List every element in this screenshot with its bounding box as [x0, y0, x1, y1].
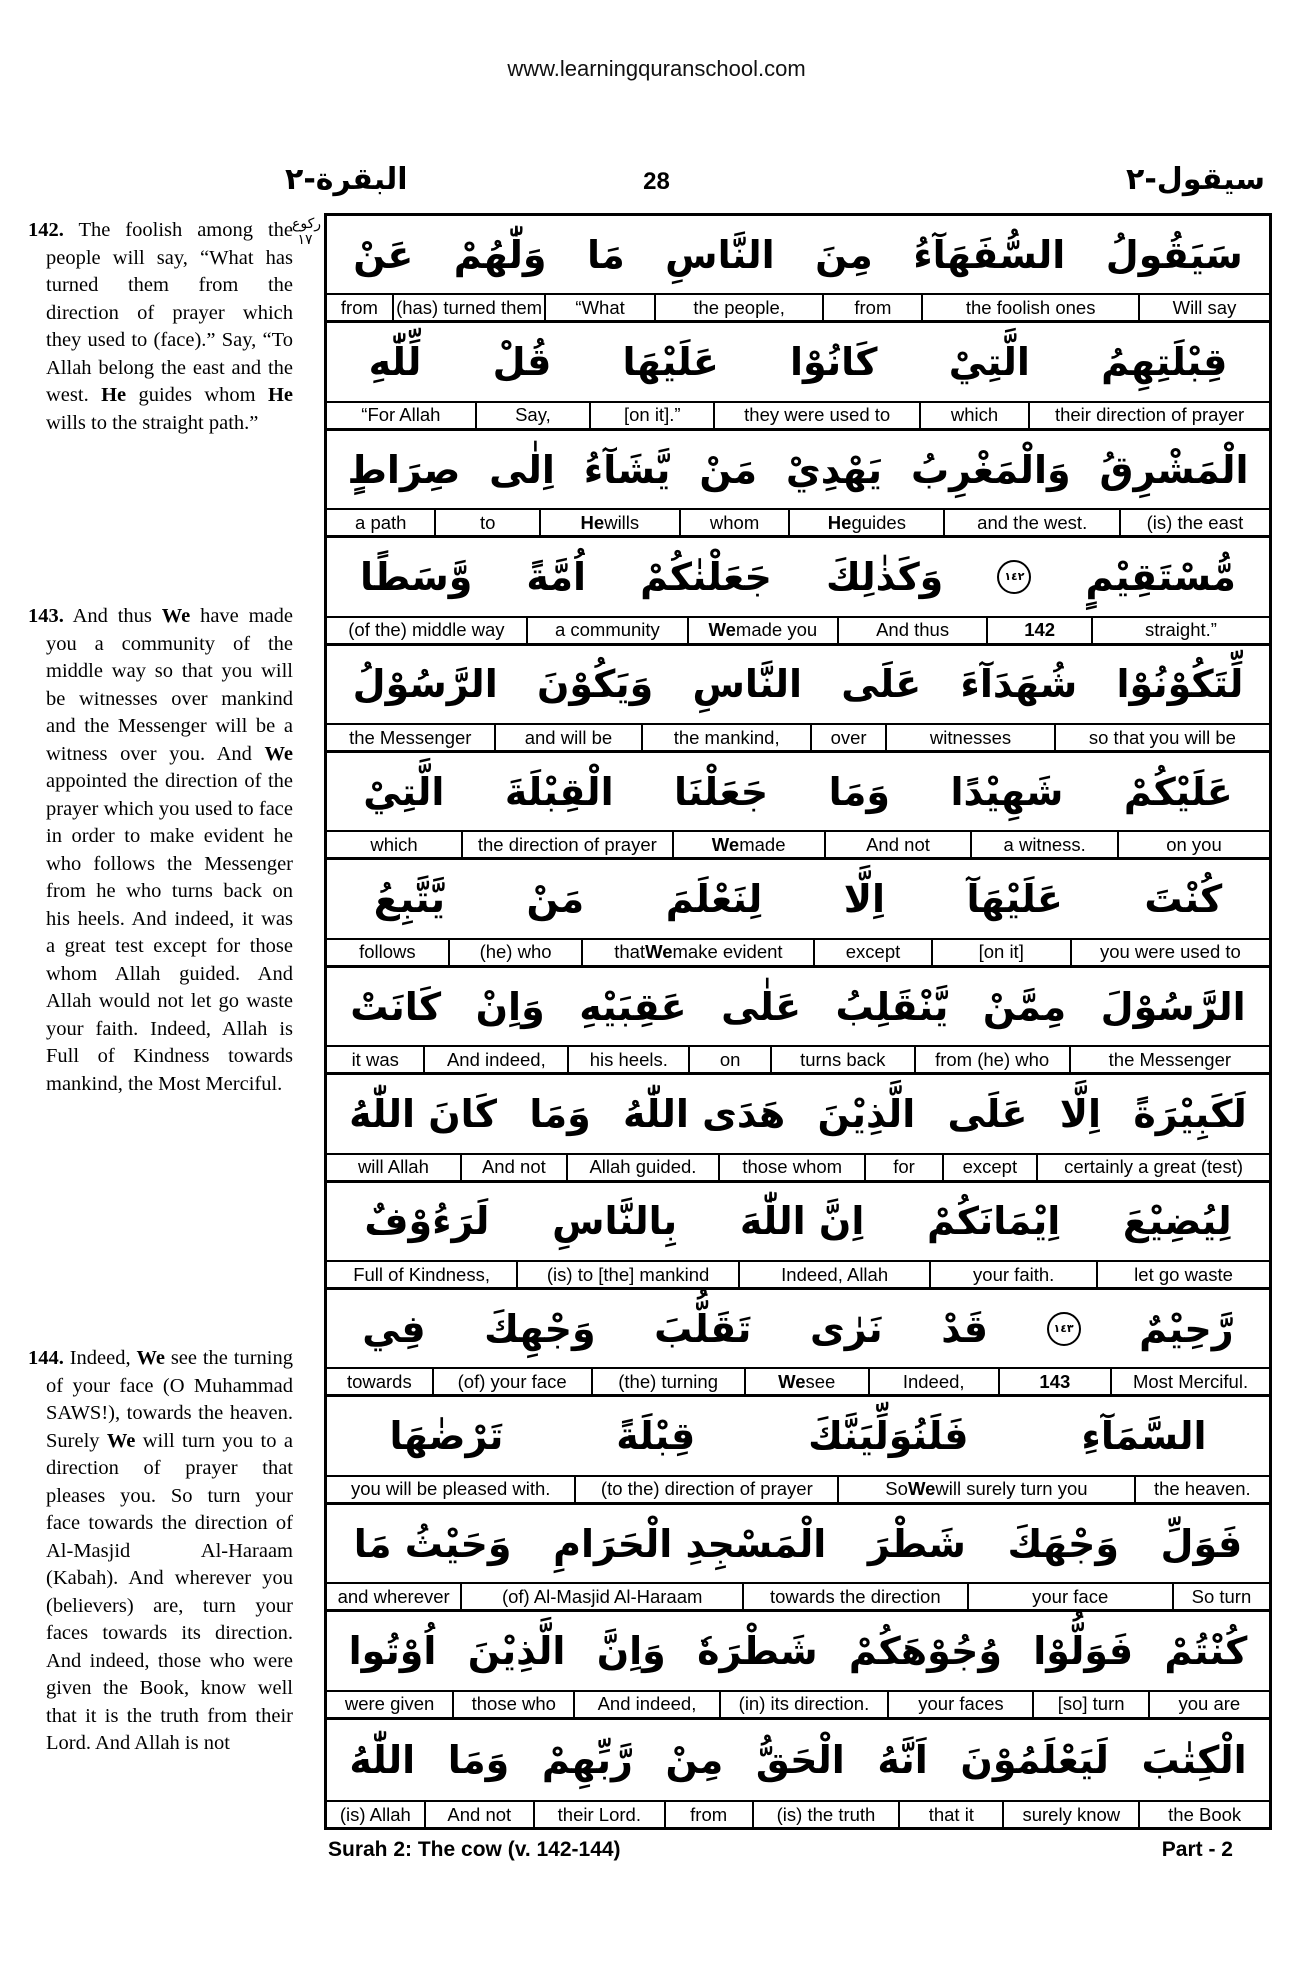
- translation-cell: for: [864, 1155, 941, 1180]
- english-row: [327, 295, 1269, 323]
- arabic-row: [327, 968, 1269, 1047]
- translation-cell: from: [664, 1802, 752, 1827]
- translation-cell: Indeed, Allah: [738, 1262, 929, 1287]
- arabic-word: عَلَى: [841, 662, 922, 707]
- arabic-row: [327, 1505, 1269, 1584]
- surah-name-header: البقرة-٢: [285, 162, 408, 197]
- arabic-word: الْمَسْجِدِ الْحَرَامِ: [553, 1521, 827, 1566]
- translation-cell: those who: [452, 1692, 573, 1717]
- translation-cell: were given: [344, 1693, 435, 1715]
- ruku-marker-icon: ركوع ١٧: [292, 216, 322, 248]
- verse-line: [327, 1720, 1269, 1827]
- arabic-word: شَطْرَهٗ: [697, 1628, 818, 1673]
- translation-cell: a path: [355, 511, 407, 533]
- arabic-word: اِلَّا: [1059, 1091, 1102, 1136]
- translation-cell: to: [434, 510, 538, 535]
- translation-cell: And not: [460, 1155, 566, 1180]
- arabic-word: مِمَّنْ: [982, 984, 1067, 1029]
- arabic-word: وَلّٰهُمْ: [453, 232, 547, 277]
- translation-cell: the foolish ones: [921, 295, 1138, 320]
- arabic-word: كُنْتُمْ: [1164, 1628, 1248, 1673]
- translation-cell: We made: [672, 832, 824, 857]
- translation-cell: (is) Allah: [339, 1803, 411, 1825]
- arabic-word: مِنْ: [665, 1737, 724, 1782]
- arabic-word: هَدَى اللّٰهُ: [623, 1091, 786, 1136]
- verse-number-cell: 142: [986, 618, 1090, 643]
- verse-line: [327, 1505, 1269, 1612]
- arabic-word: الرَّسُوْلُ: [352, 662, 498, 707]
- translation-cell: you will be pleased with.: [350, 1478, 551, 1500]
- verse-line: [327, 1397, 1269, 1504]
- translation-cell: his heels.: [567, 1047, 688, 1072]
- arabic-word: عَلَيْهَا: [622, 340, 719, 385]
- arabic-word: اِيْمَانَكُمْ: [927, 1199, 1061, 1244]
- arabic-word: يَّنْقَلِبُ: [835, 984, 949, 1029]
- translation-cell: We made you: [687, 618, 837, 643]
- translation-cell: and the west.: [943, 510, 1118, 535]
- arabic-word: لَكَبِيْرَةً: [1133, 1091, 1247, 1136]
- translation-cell: the heaven.: [1134, 1477, 1269, 1502]
- english-row: [327, 1477, 1269, 1505]
- arabic-row: [327, 1720, 1269, 1802]
- arabic-word: الَّتِيْ: [363, 769, 445, 814]
- translation-cell: towards: [346, 1370, 412, 1392]
- commentary-text: Indeed, We see the turning of your face (O Muhammad SAWS!), towards the heaven. Surely We will turn you to a direction of prayer that pleases you. So turn your face towards the direction of Al-Masjid Al-Haraam (Kabah). And wherever you (believers) are, turn your faces towards its direction. And indeed, those who were given the Book, know well that it is the truth from their Lord. And Allah is not: [46, 1347, 293, 1754]
- arabic-word: قِبْلَةً: [616, 1414, 696, 1459]
- translation-cell: (has) turned them: [392, 295, 544, 320]
- arabic-word: وَحَيْثُ مَا: [353, 1521, 512, 1566]
- translation-cell: the people,: [654, 295, 822, 320]
- english-row: [327, 940, 1269, 968]
- arabic-row: [327, 860, 1269, 939]
- translation-cell: the Messenger: [349, 726, 472, 748]
- arabic-word: مَا: [586, 232, 625, 277]
- footer-part: Part - 2: [1161, 1838, 1233, 1861]
- arabic-word: وَيَكُوْنَ: [536, 662, 654, 707]
- arabic-word: جَعَلْنٰكُمْ: [640, 554, 772, 599]
- arabic-word: وُجُوْهَكُمْ: [848, 1628, 1002, 1673]
- translation-cell: He wills: [539, 510, 679, 535]
- site-url[interactable]: www.learningquranschool.com: [507, 56, 806, 81]
- translation-cell: (he) who: [448, 940, 582, 965]
- arabic-word: عَلَيْهَآ: [966, 877, 1063, 922]
- english-row: [327, 1047, 1269, 1075]
- translation-cell: those whom: [718, 1155, 864, 1180]
- translation-cell: your faith.: [929, 1262, 1096, 1287]
- translation-cell: which: [919, 403, 1028, 428]
- translation-cell: from (he) who: [914, 1047, 1069, 1072]
- translation-cell: Allah guided.: [566, 1155, 718, 1180]
- translation-cell: [on it].”: [589, 403, 713, 428]
- arabic-row: [327, 753, 1269, 832]
- translation-cell: let go waste: [1096, 1262, 1269, 1287]
- arabic-word: شُهَدَآءَ: [960, 662, 1078, 707]
- arabic-word: وَجْهِكَ: [484, 1306, 596, 1351]
- arabic-row: [327, 646, 1269, 725]
- arabic-word: تَرْضٰهَا: [389, 1414, 504, 1459]
- arabic-word: اِلَّا: [843, 877, 886, 922]
- english-row: [327, 832, 1269, 860]
- verse-line: [327, 646, 1269, 753]
- translation-cell: from: [340, 296, 378, 318]
- verse-line: [327, 538, 1269, 645]
- arabic-row: [327, 1183, 1269, 1262]
- translation-cell: over: [810, 725, 885, 750]
- arabic-word: لَرَءُوْفٌ: [364, 1199, 490, 1244]
- word-by-word-table: [324, 213, 1272, 1830]
- verse-end-marker-icon: ١٤٣: [1047, 1312, 1081, 1346]
- arabic-word: رَّحِيْمٌ: [1139, 1306, 1234, 1351]
- translation-cell: a community: [526, 618, 687, 643]
- commentary-text: And thus We have made you a community of the middle way so that you will be witnesses over mankind and the Messenger will be a witness over you. And We appointed the direction of the prayer which you used to face in order to make evident he who follows the Messenger from he who turns back on his heels. And indeed, it was a great test except for those whom Allah guided. And Allah would not let go waste your faith. Indeed, Allah is Full of Kindness towards mankind, the Most Merciful.: [46, 605, 294, 1095]
- translation-cell: your face: [967, 1584, 1172, 1609]
- arabic-word: شَهِيْدًا: [950, 769, 1064, 814]
- arabic-word: اَنَّهُ: [877, 1737, 928, 1782]
- commentary-text: The foolish among the people will say, “What has turned them from the direction of prayer which they used to (face).” Say, “To Allah belong the east and the west. He guides whom He wills to the straight path.”: [46, 219, 293, 434]
- translation-cell: on you: [1117, 832, 1269, 857]
- arabic-word: الَّذِيْنَ: [467, 1628, 566, 1673]
- translation-cell: the mankind,: [641, 725, 810, 750]
- arabic-row: [327, 431, 1269, 510]
- arabic-word: وَاِنَّ: [596, 1628, 666, 1673]
- arabic-word: قَدْ: [941, 1306, 989, 1351]
- juz-name-header: سيقول-٢: [1126, 162, 1265, 197]
- translation-cell: except: [813, 940, 930, 965]
- verse-number-cell: 143: [998, 1369, 1110, 1394]
- translation-cell: your faces: [887, 1692, 1032, 1717]
- english-row: [327, 1802, 1269, 1827]
- translation-cell: the direction of prayer: [461, 832, 672, 857]
- translation-cell: Indeed,: [868, 1369, 998, 1394]
- translation-cell: it was: [351, 1048, 399, 1070]
- translation-cell: a witness.: [970, 832, 1117, 857]
- arabic-word: اِنَّ اللّٰهَ: [739, 1199, 865, 1244]
- arabic-word: فِي: [362, 1306, 426, 1351]
- arabic-row: [327, 1397, 1269, 1476]
- verse-line: [327, 323, 1269, 430]
- arabic-word: اللّٰهُ: [349, 1737, 416, 1782]
- translation-cell: you are: [1148, 1692, 1269, 1717]
- arabic-word: الَّذِيْنَ: [817, 1091, 916, 1136]
- footer-surah-info: Surah 2: The cow (v. 142-144): [328, 1838, 621, 1861]
- english-row: [327, 618, 1269, 646]
- arabic-word: عَلَيْكُمْ: [1123, 769, 1233, 814]
- verse-line: [327, 1183, 1269, 1290]
- translation-cell: “For Allah: [361, 404, 441, 426]
- translation-cell: “What: [544, 295, 654, 320]
- arabic-word: قِبْلَتِهِمُ: [1101, 340, 1228, 385]
- translation-cell: so that you will be: [1054, 725, 1269, 750]
- translation-cell: Full of Kindness,: [353, 1263, 490, 1285]
- arabic-word: وَمَا: [529, 1091, 591, 1136]
- translation-cell: you were used to: [1070, 940, 1269, 965]
- arabic-word: جَعَلْنَا: [674, 769, 769, 814]
- commentary-verse-143: [28, 603, 293, 1098]
- verse-line: [327, 216, 1269, 323]
- commentary-verse-144: [28, 1345, 293, 1758]
- arabic-word: عَنْ: [353, 232, 414, 277]
- arabic-word: سَيَقُولُ: [1105, 232, 1243, 277]
- arabic-word: فَلَنُوَلِّيَنَّكَ: [808, 1414, 969, 1459]
- translation-cell: And indeed,: [423, 1047, 567, 1072]
- translation-cell: towards the direction: [742, 1584, 966, 1609]
- translation-cell: that it: [898, 1802, 1002, 1827]
- translation-cell: (is) the east: [1119, 510, 1269, 535]
- translation-cell: their Lord.: [533, 1802, 664, 1827]
- translation-cell: (of) your face: [432, 1369, 591, 1394]
- arabic-word: السُّفَهَآءُ: [913, 232, 1066, 277]
- arabic-word: مَنْ: [526, 877, 585, 922]
- verse-line: [327, 968, 1269, 1075]
- arabic-word: لِنَعْلَمَ: [665, 877, 763, 922]
- english-row: [327, 1584, 1269, 1612]
- arabic-word: الْمَشْرِقُ: [1099, 447, 1249, 492]
- arabic-word: وَمَا: [447, 1737, 510, 1782]
- arabic-word: نَرٰى: [809, 1306, 883, 1351]
- translation-cell: from: [822, 295, 921, 320]
- arabic-word: عَقِبَيْهِ: [579, 984, 687, 1029]
- arabic-word: قُلْ: [492, 340, 552, 385]
- english-row: [327, 1369, 1269, 1397]
- translation-cell: surely know: [1002, 1802, 1138, 1827]
- arabic-word: كَانَ اللّٰهُ: [349, 1091, 498, 1136]
- translation-cell: And indeed,: [573, 1692, 718, 1717]
- arabic-word: يَّتَّبِعُ: [373, 877, 445, 922]
- arabic-word: وَجْهَكَ: [1007, 1521, 1119, 1566]
- arabic-word: النَّاسِ: [665, 232, 775, 277]
- translation-cell: whom: [679, 510, 788, 535]
- translation-cell: (in) its direction.: [719, 1692, 888, 1717]
- translation-cell: (the) turning: [591, 1369, 744, 1394]
- verse-line: [327, 1290, 1269, 1397]
- arabic-word: النَّاسِ: [692, 662, 802, 707]
- translation-cell: Most Merciful.: [1110, 1369, 1269, 1394]
- arabic-word: الْحَقُّ: [755, 1737, 845, 1782]
- translation-cell: will Allah: [357, 1156, 429, 1178]
- translation-cell: So turn: [1172, 1584, 1269, 1609]
- translation-cell: So We will surely turn you: [837, 1477, 1133, 1502]
- arabic-word: لِّتَكُوْنُوْا: [1116, 662, 1244, 707]
- arabic-word: شَطْرَ: [867, 1521, 966, 1566]
- arabic-row: [327, 1290, 1269, 1369]
- translation-cell: they were used to: [713, 403, 918, 428]
- translation-cell: He guides: [788, 510, 943, 535]
- arabic-word: الَّتِيْ: [948, 340, 1030, 385]
- arabic-word: الْقِبْلَةَ: [504, 769, 614, 814]
- arabic-word: يَّشَآءُ: [583, 447, 671, 492]
- arabic-row: [327, 1612, 1269, 1691]
- translation-cell: [on it]: [931, 940, 1070, 965]
- arabic-word: فَوَلِّ: [1160, 1521, 1243, 1566]
- translation-cell: on: [688, 1047, 770, 1072]
- arabic-word: الْكِتٰبَ: [1141, 1737, 1247, 1782]
- arabic-row: [327, 323, 1269, 402]
- verse-end-marker-icon: ١٤٢: [997, 560, 1031, 594]
- english-row: [327, 1692, 1269, 1720]
- arabic-word: صِرَاطٍ: [347, 447, 461, 492]
- translation-cell: the Book: [1138, 1802, 1269, 1827]
- arabic-word: وَّسَطًا: [360, 554, 473, 599]
- translation-cell: Say,: [475, 403, 589, 428]
- translation-cell: We see: [744, 1369, 868, 1394]
- translation-cell: [so] turn: [1032, 1692, 1147, 1717]
- translation-cell: and will be: [494, 725, 642, 750]
- english-row: [327, 403, 1269, 431]
- verse-number: 143.: [28, 605, 64, 627]
- arabic-word: اُوْتُوا: [348, 1628, 437, 1673]
- arabic-row: [327, 538, 1269, 617]
- arabic-row: [327, 216, 1269, 295]
- translation-cell: (is) to [the] mankind: [516, 1262, 738, 1287]
- translation-cell: turns back: [770, 1047, 914, 1072]
- translation-cell: Will say: [1138, 295, 1269, 320]
- arabic-word: الرَّسُوْلَ: [1100, 984, 1246, 1029]
- translation-cell: except: [942, 1155, 1037, 1180]
- arabic-word: كَانُوْا: [790, 340, 878, 385]
- english-row: [327, 510, 1269, 538]
- english-row: [327, 1155, 1269, 1183]
- verse-line: [327, 1612, 1269, 1719]
- translation-cell: follows: [359, 941, 416, 963]
- translation-cell: certainly a great (test): [1036, 1155, 1269, 1180]
- arabic-word: وَكَذٰلِكَ: [825, 554, 944, 599]
- page-number: 28: [643, 168, 670, 195]
- translation-cell: which: [370, 833, 418, 855]
- translation-cell: (of the) middle way: [348, 619, 505, 641]
- arabic-word: لِّلّٰهِ: [368, 340, 422, 385]
- arabic-word: اُمَّةً: [526, 554, 587, 599]
- verse-line: [327, 431, 1269, 538]
- arabic-word: مَنْ: [699, 447, 758, 492]
- translation-cell: And not: [824, 832, 971, 857]
- arabic-word: وَالْمَغْرِبُ: [910, 447, 1071, 492]
- arabic-word: تَقَلُّبَ: [654, 1306, 752, 1351]
- arabic-word: كُنْتَ: [1144, 877, 1223, 922]
- arabic-word: اِلٰى: [489, 447, 555, 492]
- arabic-word: فَوَلُّوْا: [1033, 1628, 1134, 1673]
- english-row: [327, 1262, 1269, 1290]
- translation-cell: (is) the truth: [752, 1802, 899, 1827]
- arabic-word: مُّسْتَقِيْمٍ: [1085, 554, 1236, 599]
- arabic-word: لَيَعْلَمُوْنَ: [960, 1737, 1109, 1782]
- translation-cell: And not: [424, 1802, 533, 1827]
- arabic-word: السَّمَآءِ: [1081, 1414, 1207, 1459]
- translation-cell: their direction of prayer: [1028, 403, 1269, 428]
- translation-cell: that We make evident: [581, 940, 813, 965]
- translation-cell: And thus: [837, 618, 987, 643]
- arabic-word: مِنَ: [815, 232, 873, 277]
- arabic-word: بِالنَّاسِ: [552, 1199, 678, 1244]
- arabic-word: يَهْدِيْ: [785, 447, 883, 492]
- arabic-word: وَاِنْ: [475, 984, 545, 1029]
- translation-cell: witnesses: [885, 725, 1054, 750]
- translation-cell: the Messenger: [1069, 1047, 1269, 1072]
- verse-number: 142.: [28, 219, 64, 241]
- english-row: [327, 725, 1269, 753]
- translation-cell: (to the) direction of prayer: [574, 1477, 837, 1502]
- verse-line: [327, 753, 1269, 860]
- commentary-verse-142: [28, 217, 293, 437]
- translation-cell: and wherever: [337, 1585, 450, 1607]
- arabic-word: وَمَا: [828, 769, 891, 814]
- arabic-word: عَلٰى: [721, 984, 802, 1029]
- arabic-word: لِيُضِيْعَ: [1122, 1199, 1232, 1244]
- translation-cell: (of) Al-Masjid Al-Haraam: [460, 1584, 742, 1609]
- arabic-word: رَّبِّهِمْ: [541, 1737, 633, 1782]
- arabic-word: كَانَتْ: [350, 984, 442, 1029]
- arabic-word: عَلَى: [947, 1091, 1028, 1136]
- translation-cell: straight.”: [1091, 618, 1269, 643]
- verse-number: 144.: [28, 1347, 64, 1369]
- verse-line: [327, 860, 1269, 967]
- arabic-row: [327, 1075, 1269, 1154]
- verse-line: [327, 1075, 1269, 1182]
